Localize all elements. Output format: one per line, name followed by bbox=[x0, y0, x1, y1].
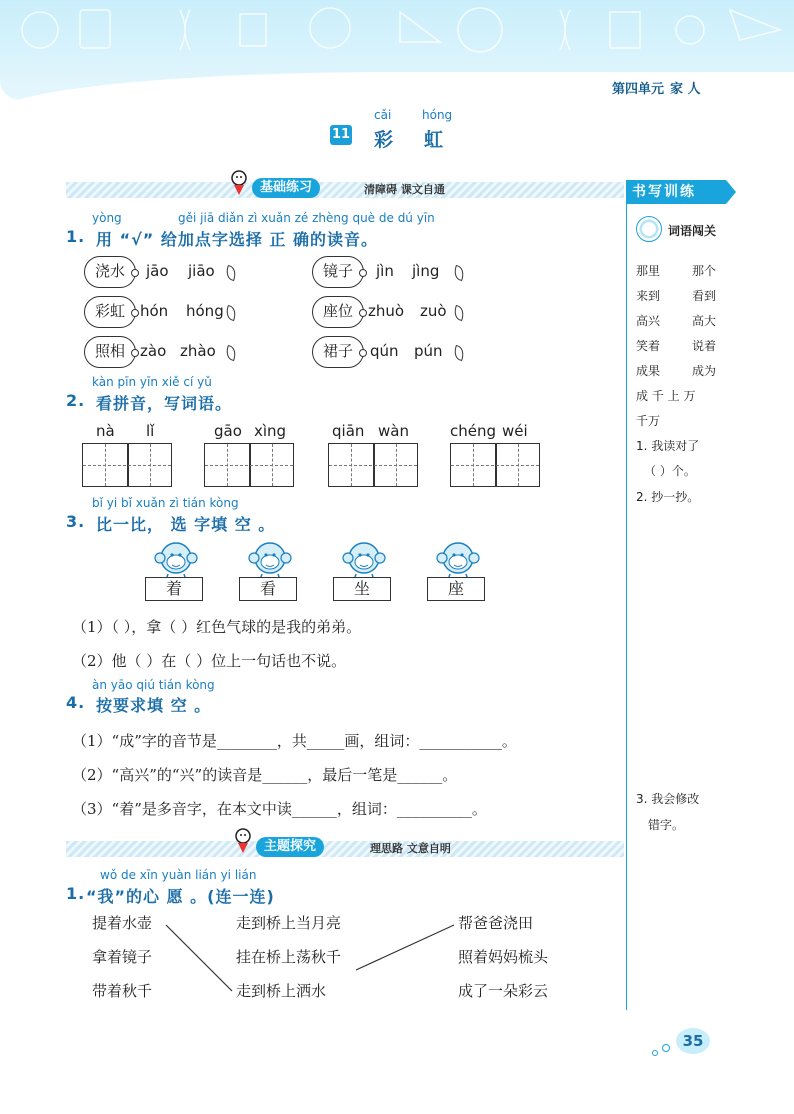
lesson-title bbox=[330, 108, 470, 152]
unit-label bbox=[612, 78, 701, 97]
bubble-icon bbox=[662, 1044, 670, 1052]
q2-write-box-4[interactable] bbox=[450, 443, 540, 487]
q1-word-2: 镜子 bbox=[312, 256, 364, 288]
q2-number: 2. bbox=[66, 391, 86, 410]
q1-option-1a[interactable]: jāo bbox=[146, 262, 169, 280]
q3-number: 3. bbox=[66, 512, 86, 531]
sidebar-word: 那里 bbox=[636, 264, 661, 278]
q1-pinyin-a: yòng bbox=[92, 211, 122, 225]
leaf-icon bbox=[224, 265, 237, 281]
sidebar-word: 看到 bbox=[692, 289, 717, 303]
sidebar-task-1: 1. 我读对了 bbox=[636, 439, 700, 453]
q3-char-3: 坐 bbox=[333, 577, 391, 601]
section2-badge: 主题探究 bbox=[256, 837, 324, 857]
sidebar-word: 说着 bbox=[692, 339, 717, 353]
q1-pinyin-b: gěi jiā diǎn zì xuǎn zé zhèng què de dú yīn bbox=[178, 211, 435, 225]
sidebar-word: 成为 bbox=[692, 364, 717, 378]
q4-line-1[interactable]: （1）“成”字的音节是________，共_____画，组词：___________。 bbox=[72, 732, 517, 750]
q2-pinyin-2b: xìng bbox=[254, 422, 287, 440]
sidebar-word: 那个 bbox=[692, 264, 717, 278]
q1-word-1: 浇水 bbox=[84, 256, 136, 288]
q4-text: 按要求填 空 。 bbox=[96, 696, 212, 715]
q2-write-box-3[interactable] bbox=[328, 443, 418, 487]
sidebar-task-3: 3. 我会修改 bbox=[636, 792, 700, 806]
sidebar-border bbox=[626, 200, 627, 1010]
section2-subtitle: 理思路 文意自明 bbox=[370, 842, 451, 855]
mascot-icon bbox=[232, 828, 254, 854]
match-middle-1[interactable]: 走到桥上当月亮 bbox=[236, 914, 342, 932]
section1-subtitle: 清障碍 课文自通 bbox=[364, 183, 445, 196]
section2-bar bbox=[66, 841, 624, 857]
match-right-1[interactable]: 帮爸爸浇田 bbox=[458, 914, 534, 932]
match-line-1 bbox=[166, 925, 232, 991]
q2-pinyin-1a: nà bbox=[96, 422, 115, 440]
q2-write-box-1[interactable] bbox=[82, 443, 172, 487]
sun-icon bbox=[636, 216, 662, 242]
section1-bar bbox=[66, 182, 624, 198]
q1-option-5a[interactable]: zào bbox=[140, 342, 167, 360]
q1-option-6a[interactable]: qún bbox=[370, 342, 399, 360]
sidebar-task-2: 2. 抄一抄。 bbox=[636, 490, 700, 504]
q4-line-2[interactable]: （2）“高兴”的“兴”的读音是______，最后一笔是______。 bbox=[72, 766, 458, 784]
q1-option-5b[interactable]: zhào bbox=[180, 342, 216, 360]
q1-option-3b[interactable]: hóng bbox=[186, 302, 224, 320]
bubble-icon bbox=[652, 1050, 658, 1056]
sidebar-section-title: 词语闯关 bbox=[668, 224, 717, 238]
q4-line-3[interactable]: （3）“着”是多音字，在本文中读______，组词：__________。 bbox=[72, 800, 487, 818]
leaf-icon bbox=[224, 305, 237, 321]
sidebar-word: 高大 bbox=[692, 314, 717, 328]
unit-number: 第四单元 bbox=[612, 82, 665, 97]
q3-sentence-2[interactable]: （2）他（ ）在（ ）位上一句话也不说。 bbox=[72, 652, 347, 670]
q5-number: 1. bbox=[66, 884, 86, 903]
q2-pinyin: kàn pīn yīn xiě cí yǔ bbox=[92, 375, 212, 389]
section1-badge: 基础练习 bbox=[252, 178, 320, 198]
q1-text: 用 “√” 给加点字选择 正 确的读音。 bbox=[96, 230, 378, 249]
q1-word-6: 裙子 bbox=[312, 336, 364, 368]
page-number: 35 bbox=[676, 1028, 710, 1054]
title-char-2: 虹 bbox=[424, 129, 444, 151]
q1-option-3a[interactable]: hón bbox=[140, 302, 169, 320]
sidebar-task-3b: 错字。 bbox=[648, 818, 685, 832]
match-left-1[interactable]: 提着水壶 bbox=[92, 914, 153, 932]
q3-char-4: 座 bbox=[427, 577, 485, 601]
leaf-icon bbox=[452, 265, 465, 281]
unit-title: 家 人 bbox=[670, 82, 701, 97]
sidebar-idiom: 成 千 上 万 bbox=[636, 389, 696, 403]
title-char-1: 彩 bbox=[374, 129, 394, 151]
q2-pinyin-3a: qiān bbox=[332, 422, 365, 440]
sidebar-word: 成果 bbox=[636, 364, 661, 378]
q2-pinyin-4a: chéng bbox=[450, 422, 497, 440]
q2-text: 看拼音，写词语。 bbox=[96, 394, 233, 413]
lesson-number: 11 bbox=[330, 125, 352, 145]
match-line-2 bbox=[356, 925, 454, 970]
q2-pinyin-2a: gāo bbox=[214, 422, 242, 440]
q2-pinyin-3b: wàn bbox=[378, 422, 409, 440]
q4-number: 4. bbox=[66, 693, 86, 712]
q2-pinyin-4b: wéi bbox=[502, 422, 528, 440]
q4-pinyin: àn yāo qiú tián kòng bbox=[92, 678, 215, 692]
match-right-2[interactable]: 照着妈妈梳头 bbox=[458, 948, 549, 966]
leaf-icon bbox=[224, 345, 237, 361]
q1-option-4a[interactable]: zhuò bbox=[368, 302, 405, 320]
title-pinyin-1: cǎi bbox=[374, 108, 392, 122]
q1-option-1b[interactable]: jiāo bbox=[188, 262, 215, 280]
match-left-2[interactable]: 拿着镜子 bbox=[92, 948, 153, 966]
sidebar-word: 千万 bbox=[636, 414, 661, 428]
q2-write-box-2[interactable] bbox=[204, 443, 294, 487]
match-left-3[interactable]: 带着秋千 bbox=[92, 982, 153, 1000]
sidebar-task-1-blank[interactable]: （ ）个。 bbox=[644, 464, 696, 478]
sidebar-word: 来到 bbox=[636, 289, 661, 303]
leaf-icon bbox=[452, 305, 465, 321]
title-pinyin-2: hóng bbox=[422, 108, 453, 122]
q2-pinyin-1b: lǐ bbox=[146, 422, 155, 440]
leaf-icon bbox=[452, 345, 465, 361]
header-doodles bbox=[0, 0, 794, 80]
q1-option-6b[interactable]: pún bbox=[414, 342, 443, 360]
q3-pinyin: bǐ yi bǐ xuǎn zì tián kòng bbox=[92, 496, 239, 510]
sidebar-word: 笑着 bbox=[636, 339, 661, 353]
q3-char-2: 看 bbox=[239, 577, 297, 601]
q3-text: 比一比， 选 字填 空 。 bbox=[96, 515, 276, 534]
q1-word-4: 座位 bbox=[312, 296, 364, 328]
q1-word-3: 彩虹 bbox=[84, 296, 136, 328]
q3-char-1: 着 bbox=[145, 577, 203, 601]
q1-word-5: 照相 bbox=[84, 336, 136, 368]
q5-text: “我”的心 愿 。(连一连) bbox=[86, 887, 275, 906]
q1-option-4b[interactable]: zuò bbox=[420, 302, 447, 320]
match-right-3[interactable]: 成了一朵彩云 bbox=[458, 982, 549, 1000]
match-middle-2[interactable]: 挂在桥上荡秋千 bbox=[236, 948, 342, 966]
sidebar-tab: 书写训练 bbox=[626, 180, 726, 204]
sidebar-word: 高兴 bbox=[636, 314, 661, 328]
q3-sentence-1[interactable]: （1）（ ），拿（ ）红色气球的是我的弟弟。 bbox=[72, 618, 362, 636]
q1-number: 1. bbox=[66, 227, 86, 246]
q1-option-2b[interactable]: jìng bbox=[412, 262, 440, 280]
mascot-icon bbox=[228, 170, 250, 196]
q5-pinyin: wǒ de xīn yuàn lián yi lián bbox=[100, 868, 257, 882]
q1-option-2a[interactable]: jìn bbox=[376, 262, 394, 280]
match-middle-3[interactable]: 走到桥上洒水 bbox=[236, 982, 327, 1000]
